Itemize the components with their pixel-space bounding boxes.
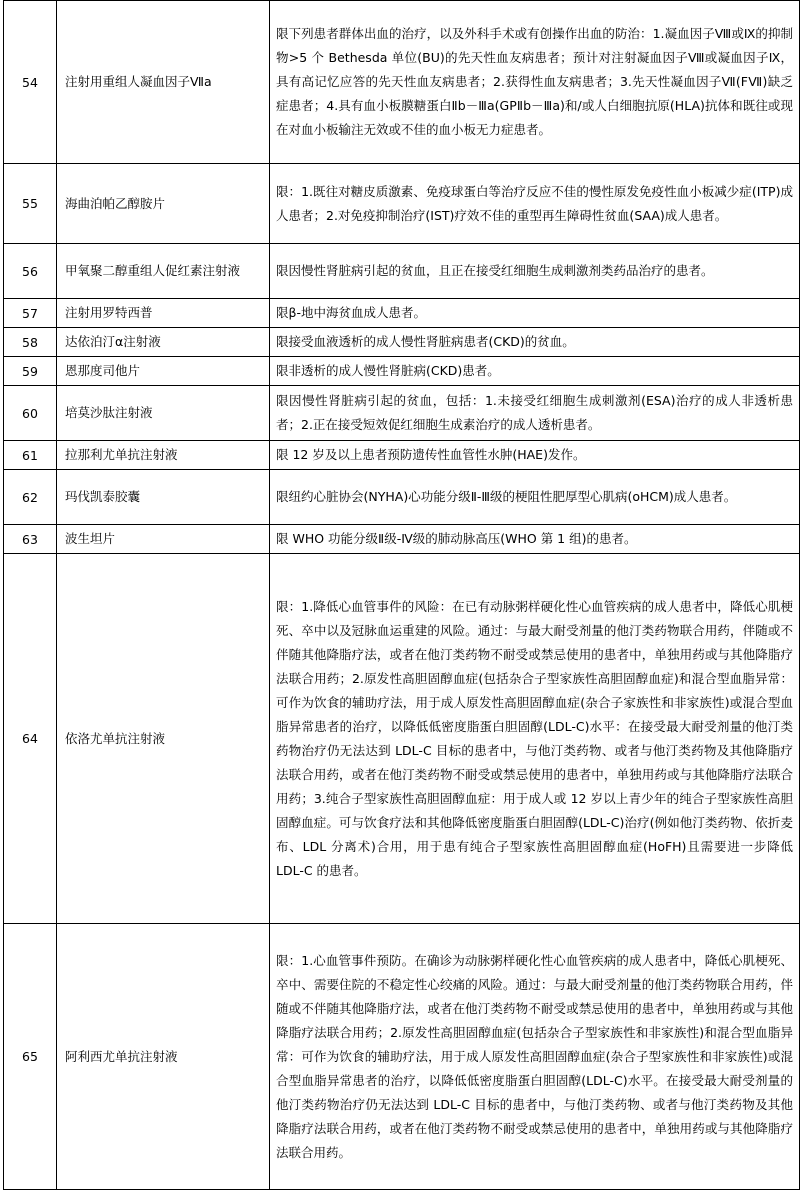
row-number: 57 (4, 299, 57, 328)
row-number: 60 (4, 386, 57, 441)
drug-name: 拉那利尤单抗注射液 (57, 441, 270, 470)
table-row (4, 470, 800, 525)
restriction-text: 限 WHO 功能分级Ⅱ级-Ⅳ级的肺动脉高压(WHO 第 1 组)的患者。 (270, 525, 800, 554)
table-row (4, 244, 800, 299)
restriction-text: 限：1.既往对糖皮质激素、免疫球蛋白等治疗反应不佳的慢性原发免疫性血小板减少症(ITP)成人患者；2.对免疫抑制治疗(IST)疗效不佳的重型再生障碍性贫血(SAA)成人患者。 (270, 164, 800, 244)
drug-name: 注射用罗特西普 (57, 299, 270, 328)
drug-name: 依洛尤单抗注射液 (57, 554, 270, 924)
drug-restriction-table (3, 0, 800, 1190)
row-number: 65 (4, 924, 57, 1190)
row-number: 62 (4, 470, 57, 525)
table-row (4, 924, 800, 1190)
restriction-text: 限 12 岁及以上患者预防遗传性血管性水肿(HAE)发作。 (270, 441, 800, 470)
drug-name: 甲氧聚二醇重组人促红素注射液 (57, 244, 270, 299)
restriction-text: 限因慢性肾脏病引起的贫血，包括：1.未接受红细胞生成刺激剂(ESA)治疗的成人非透析患者；2.正在接受短效促红细胞生成素治疗的成人透析患者。 (270, 386, 800, 441)
table-row (4, 554, 800, 924)
restriction-text: 限：1.降低心血管事件的风险：在已有动脉粥样硬化性心血管疾病的成人患者中，降低心肌梗死、卒中以及冠脉血运重建的风险。通过：与最大耐受剂量的他汀类药物联合用药，伴随或不伴随其他降脂疗法，或者在他汀类药物不耐受或禁忌使用的患者中，单独用药或与其他降脂疗法联合用药；2.原发性高胆固醇血症(包括杂合子型家族性高胆固醇血症)和混合型血脂异常：可作为饮食的辅助疗法，用于成人原发性高胆固醇血症(杂合子家族性和非家族性)或混合型血脂异常患者的治疗，以降低低密度脂蛋白胆固醇(LDL-C)水平：在接受最大耐受剂量的他汀类药物治疗仍无法达到 LDL-C 目标的患者中，与他汀类药物、或者与他汀类药物及其他降脂疗法联合用药，或者在他汀类药物不耐受或禁忌使用的患者中，单独用药或与其他降脂疗法联合用药；3.纯合子型家族性高胆固醇血症：用于成人或 12 岁以上青少年的纯合子型家族性高胆固醇血症。可与饮食疗法和其他降低密度脂蛋白胆固醇(LDL-C)治疗(例如他汀类药物、依折麦布、LDL 分离术)合用，用于患有纯合子型家族性高胆固醇血症(HoFH)且需要进一步降低 LDL-C 的患者。 (270, 554, 800, 924)
drug-name: 达依泊汀α注射液 (57, 328, 270, 357)
row-number: 61 (4, 441, 57, 470)
drug-name: 培莫沙肽注射液 (57, 386, 270, 441)
row-number: 55 (4, 164, 57, 244)
row-number: 59 (4, 357, 57, 386)
drug-name: 波生坦片 (57, 525, 270, 554)
restriction-text: 限下列患者群体出血的治疗，以及外科手术或有创操作出血的防治：1.凝血因子Ⅷ或Ⅸ的抑制物>5 个 Bethesda 单位(BU)的先天性血友病患者；预计对注射凝血因子Ⅷ或凝血因子Ⅸ，具有高记忆应答的先天性血友病患者；2.获得性血友病患者；3.先天性凝血因子Ⅶ(FⅦ)缺乏症患者；4.具有血小板膜糖蛋白Ⅱb－Ⅲa(GPⅡb－Ⅲa)和/或人白细胞抗原(HLA)抗体和既往或现在对血小板输注无效或不佳的血小板无力症患者。 (270, 1, 800, 164)
table-row (4, 386, 800, 441)
table-row (4, 328, 800, 357)
table-row (4, 1, 800, 164)
row-number: 63 (4, 525, 57, 554)
row-number: 58 (4, 328, 57, 357)
restriction-text: 限非透析的成人慢性肾脏病(CKD)患者。 (270, 357, 800, 386)
table-row (4, 525, 800, 554)
table-row (4, 441, 800, 470)
row-number: 54 (4, 1, 57, 164)
drug-name: 海曲泊帕乙醇胺片 (57, 164, 270, 244)
drug-name: 注射用重组人凝血因子Ⅶa (57, 1, 270, 164)
table-row (4, 164, 800, 244)
restriction-text: 限纽约心脏协会(NYHA)心功能分级Ⅱ-Ⅲ级的梗阻性肥厚型心肌病(oHCM)成人患者。 (270, 470, 800, 525)
drug-name: 恩那度司他片 (57, 357, 270, 386)
restriction-text: 限接受血液透析的成人慢性肾脏病患者(CKD)的贫血。 (270, 328, 800, 357)
row-number: 56 (4, 244, 57, 299)
restriction-text: 限β-地中海贫血成人患者。 (270, 299, 800, 328)
drug-name: 玛伐凯泰胶囊 (57, 470, 270, 525)
restriction-text: 限因慢性肾脏病引起的贫血，且正在接受红细胞生成刺激剂类药品治疗的患者。 (270, 244, 800, 299)
table-row (4, 299, 800, 328)
restriction-text: 限：1.心血管事件预防。在确诊为动脉粥样硬化性心血管疾病的成人患者中，降低心肌梗死、卒中、需要住院的不稳定性心绞痛的风险。通过：与最大耐受剂量的他汀类药物联合用药，伴随或不伴随其他降脂疗法，或者在他汀类药物不耐受或禁忌使用的患者中，单独用药或与其他降脂疗法联合用药；2.原发性高胆固醇血症(包括杂合子型家族性和非家族性)和混合型血脂异常：可作为饮食的辅助疗法，用于成人原发性高胆固醇血症(杂合子型家族性和非家族性)或混合型血脂异常患者的治疗，以降低低密度脂蛋白胆固醇(LDL-C)水平。在接受最大耐受剂量的他汀类药物治疗仍无法达到 LDL-C 目标的患者中，与他汀类药物、或者与他汀类药物及其他降脂疗法联合用药，或者在他汀类药物不耐受或禁忌使用的患者中，单独用药或与其他降脂疗法联合用药。 (270, 924, 800, 1190)
drug-name: 阿利西尤单抗注射液 (57, 924, 270, 1190)
table-row (4, 357, 800, 386)
row-number: 64 (4, 554, 57, 924)
